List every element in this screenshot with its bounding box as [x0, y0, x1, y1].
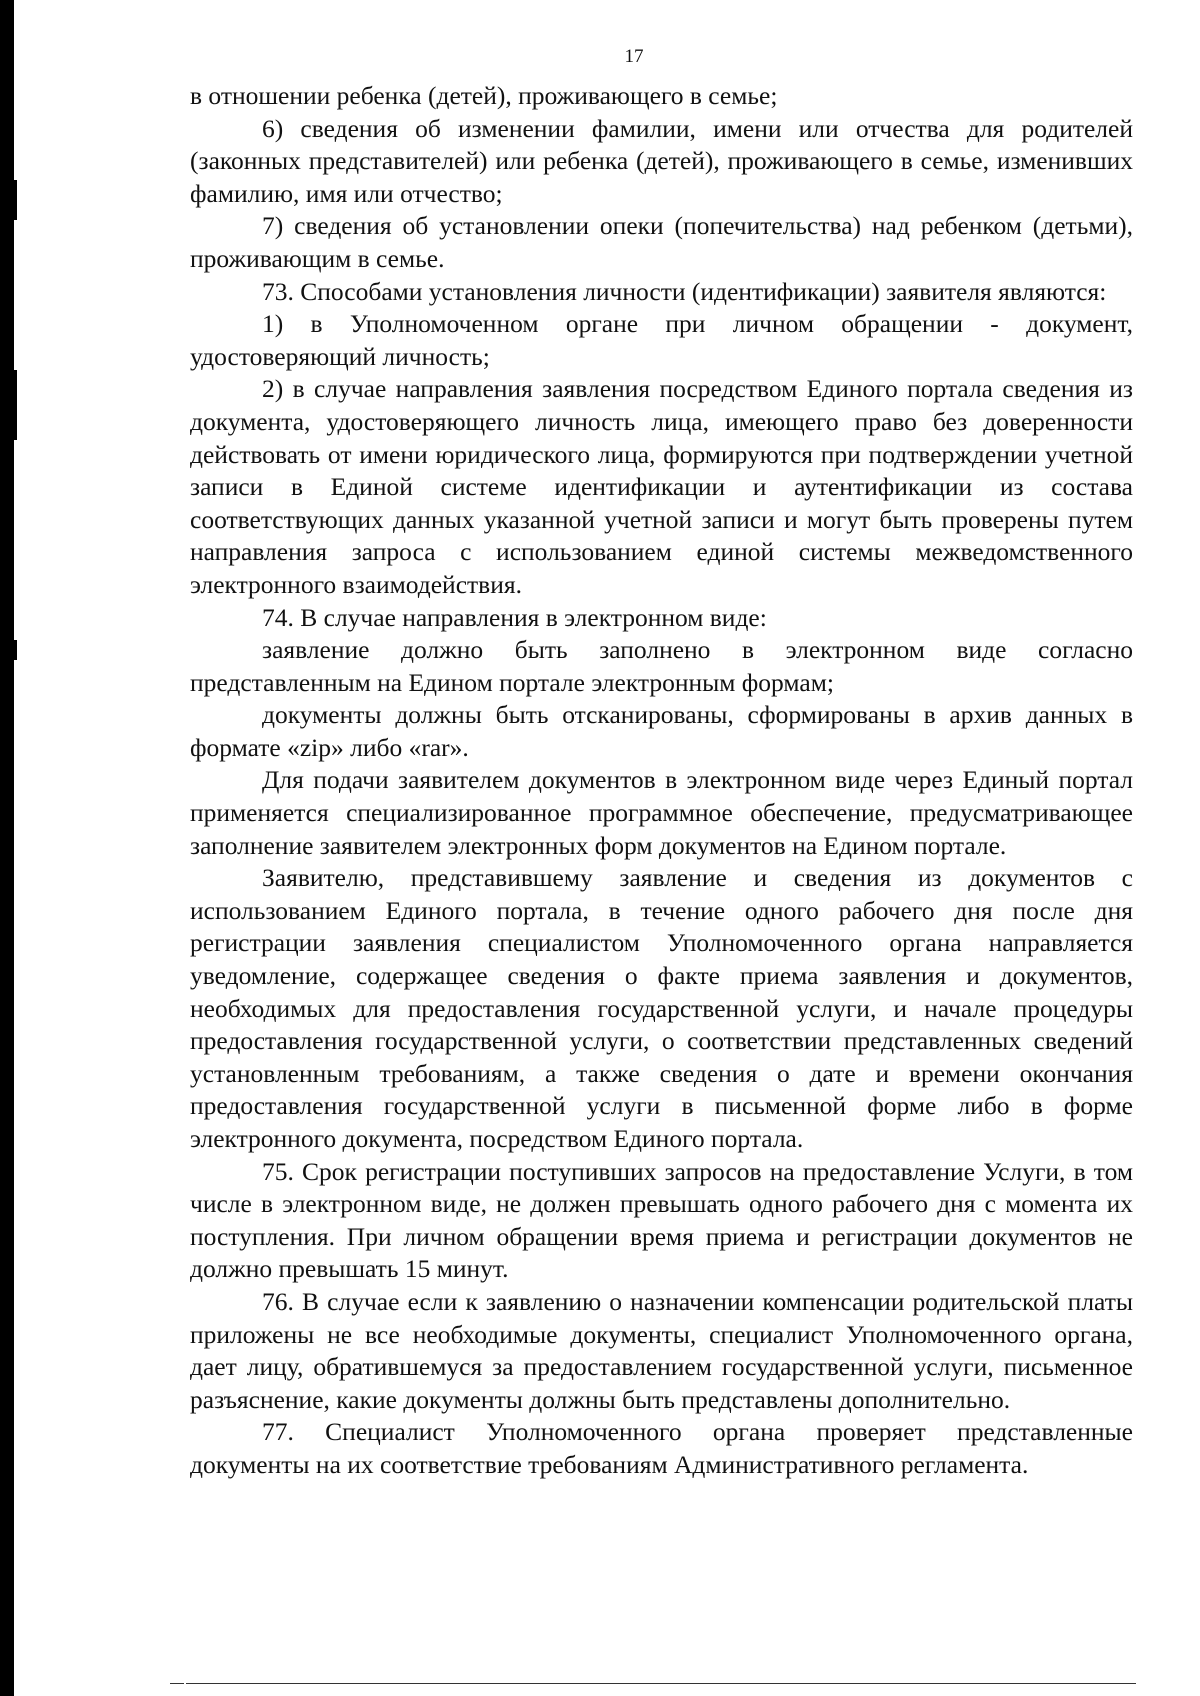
document-body: [190, 80, 1133, 1482]
scan-edge-mark: [14, 370, 17, 440]
paragraph: 75. Срок регистрации поступивших запросов на предоставление Услуги, в том числе в электронном виде, не должен превышать одного рабочего дня с момента их поступления. При личном обращении время приема и регистрации документов не должно превышать 15 минут.: [190, 1156, 1133, 1284]
footer-rule: [186, 1683, 1136, 1684]
scan-edge-mark: [14, 640, 17, 660]
paragraph: Заявителю, представившему заявление и сведения из документов с использованием Единого портала, в течение одного рабочего дня после дня регистрации заявления специалистом Уполномоченного органа направляется уведомление, содержащее сведения о факте приема заявления и документов, необходимых для предоставления государственной услуги, и начале процедуры предоставления государственной услуги, о соответствии представленных сведений установленным требованиям, а также сведения о дате и времени окончания предоставления государственной услуги в письменной форме либо в форме электронного документа, посредством Единого портала.: [190, 863, 1133, 1153]
paragraph: в отношении ребенка (детей), проживающего в семье;: [190, 81, 778, 110]
paragraph: 6) сведения об изменении фамилии, имени или отчества для родителей (законных представителей) или ребенка (детей), проживающего в семье, изменивших фамилию, имя или отчество;: [190, 113, 1133, 208]
paragraph: 2) в случае направления заявления посредством Единого портала сведения из документа, удостоверяющего личность лица, имеющего право без доверенности действовать от имени юридического лица, формируются при подтверждении учетной записи в Единой системе идентификации и аутентификации из состава соответствующих данных указанной учетной записи и могут быть проверены путем направления запроса с использованием единой системы межведомственного электронного взаимодействия.: [190, 374, 1133, 599]
footer-rule-dash: [170, 1683, 184, 1684]
paragraph: заявление должно быть заполнено в электронном виде согласно представленным на Едином портале электронным формам;: [190, 635, 1133, 697]
paragraph: 73. Способами установления личности (идентификации) заявителя являются:: [262, 276, 1107, 306]
scan-left-edge: [0, 0, 14, 1696]
paragraph: 7) сведения об установлении опеки (попечительства) над ребенком (детьми), проживающим в семье.: [190, 211, 1133, 273]
paragraph: Для подачи заявителем документов в электронном виде через Единый портал применяется специализированное программное обеспечение, предусматривающее заполнение заявителем электронных форм документов на Едином портале.: [190, 765, 1133, 860]
paragraph: документы должны быть отсканированы, сформированы в архив данных в формате «zip» либо «rar».: [190, 700, 1133, 762]
scan-edge-mark: [14, 180, 17, 220]
paragraph: 74. В случае направления в электронном виде:: [262, 602, 767, 632]
paragraph: 76. В случае если к заявлению о назначении компенсации родительской платы приложены не все необходимые документы, специалист Уполномоченного органа, дает лицу, обратившемуся за предоставлением государственной услуги, письменное разъяснение, какие документы должны быть представлены дополнительно.: [190, 1286, 1133, 1414]
paragraph: 77. Специалист Уполномоченного органа проверяет представленные документы на их соответствие требованиям Административного регламента.: [190, 1417, 1133, 1479]
paragraph: 1) в Уполномоченном органе при личном обращении - документ, удостоверяющий личность;: [190, 309, 1133, 371]
page-number: 17: [624, 46, 644, 67]
